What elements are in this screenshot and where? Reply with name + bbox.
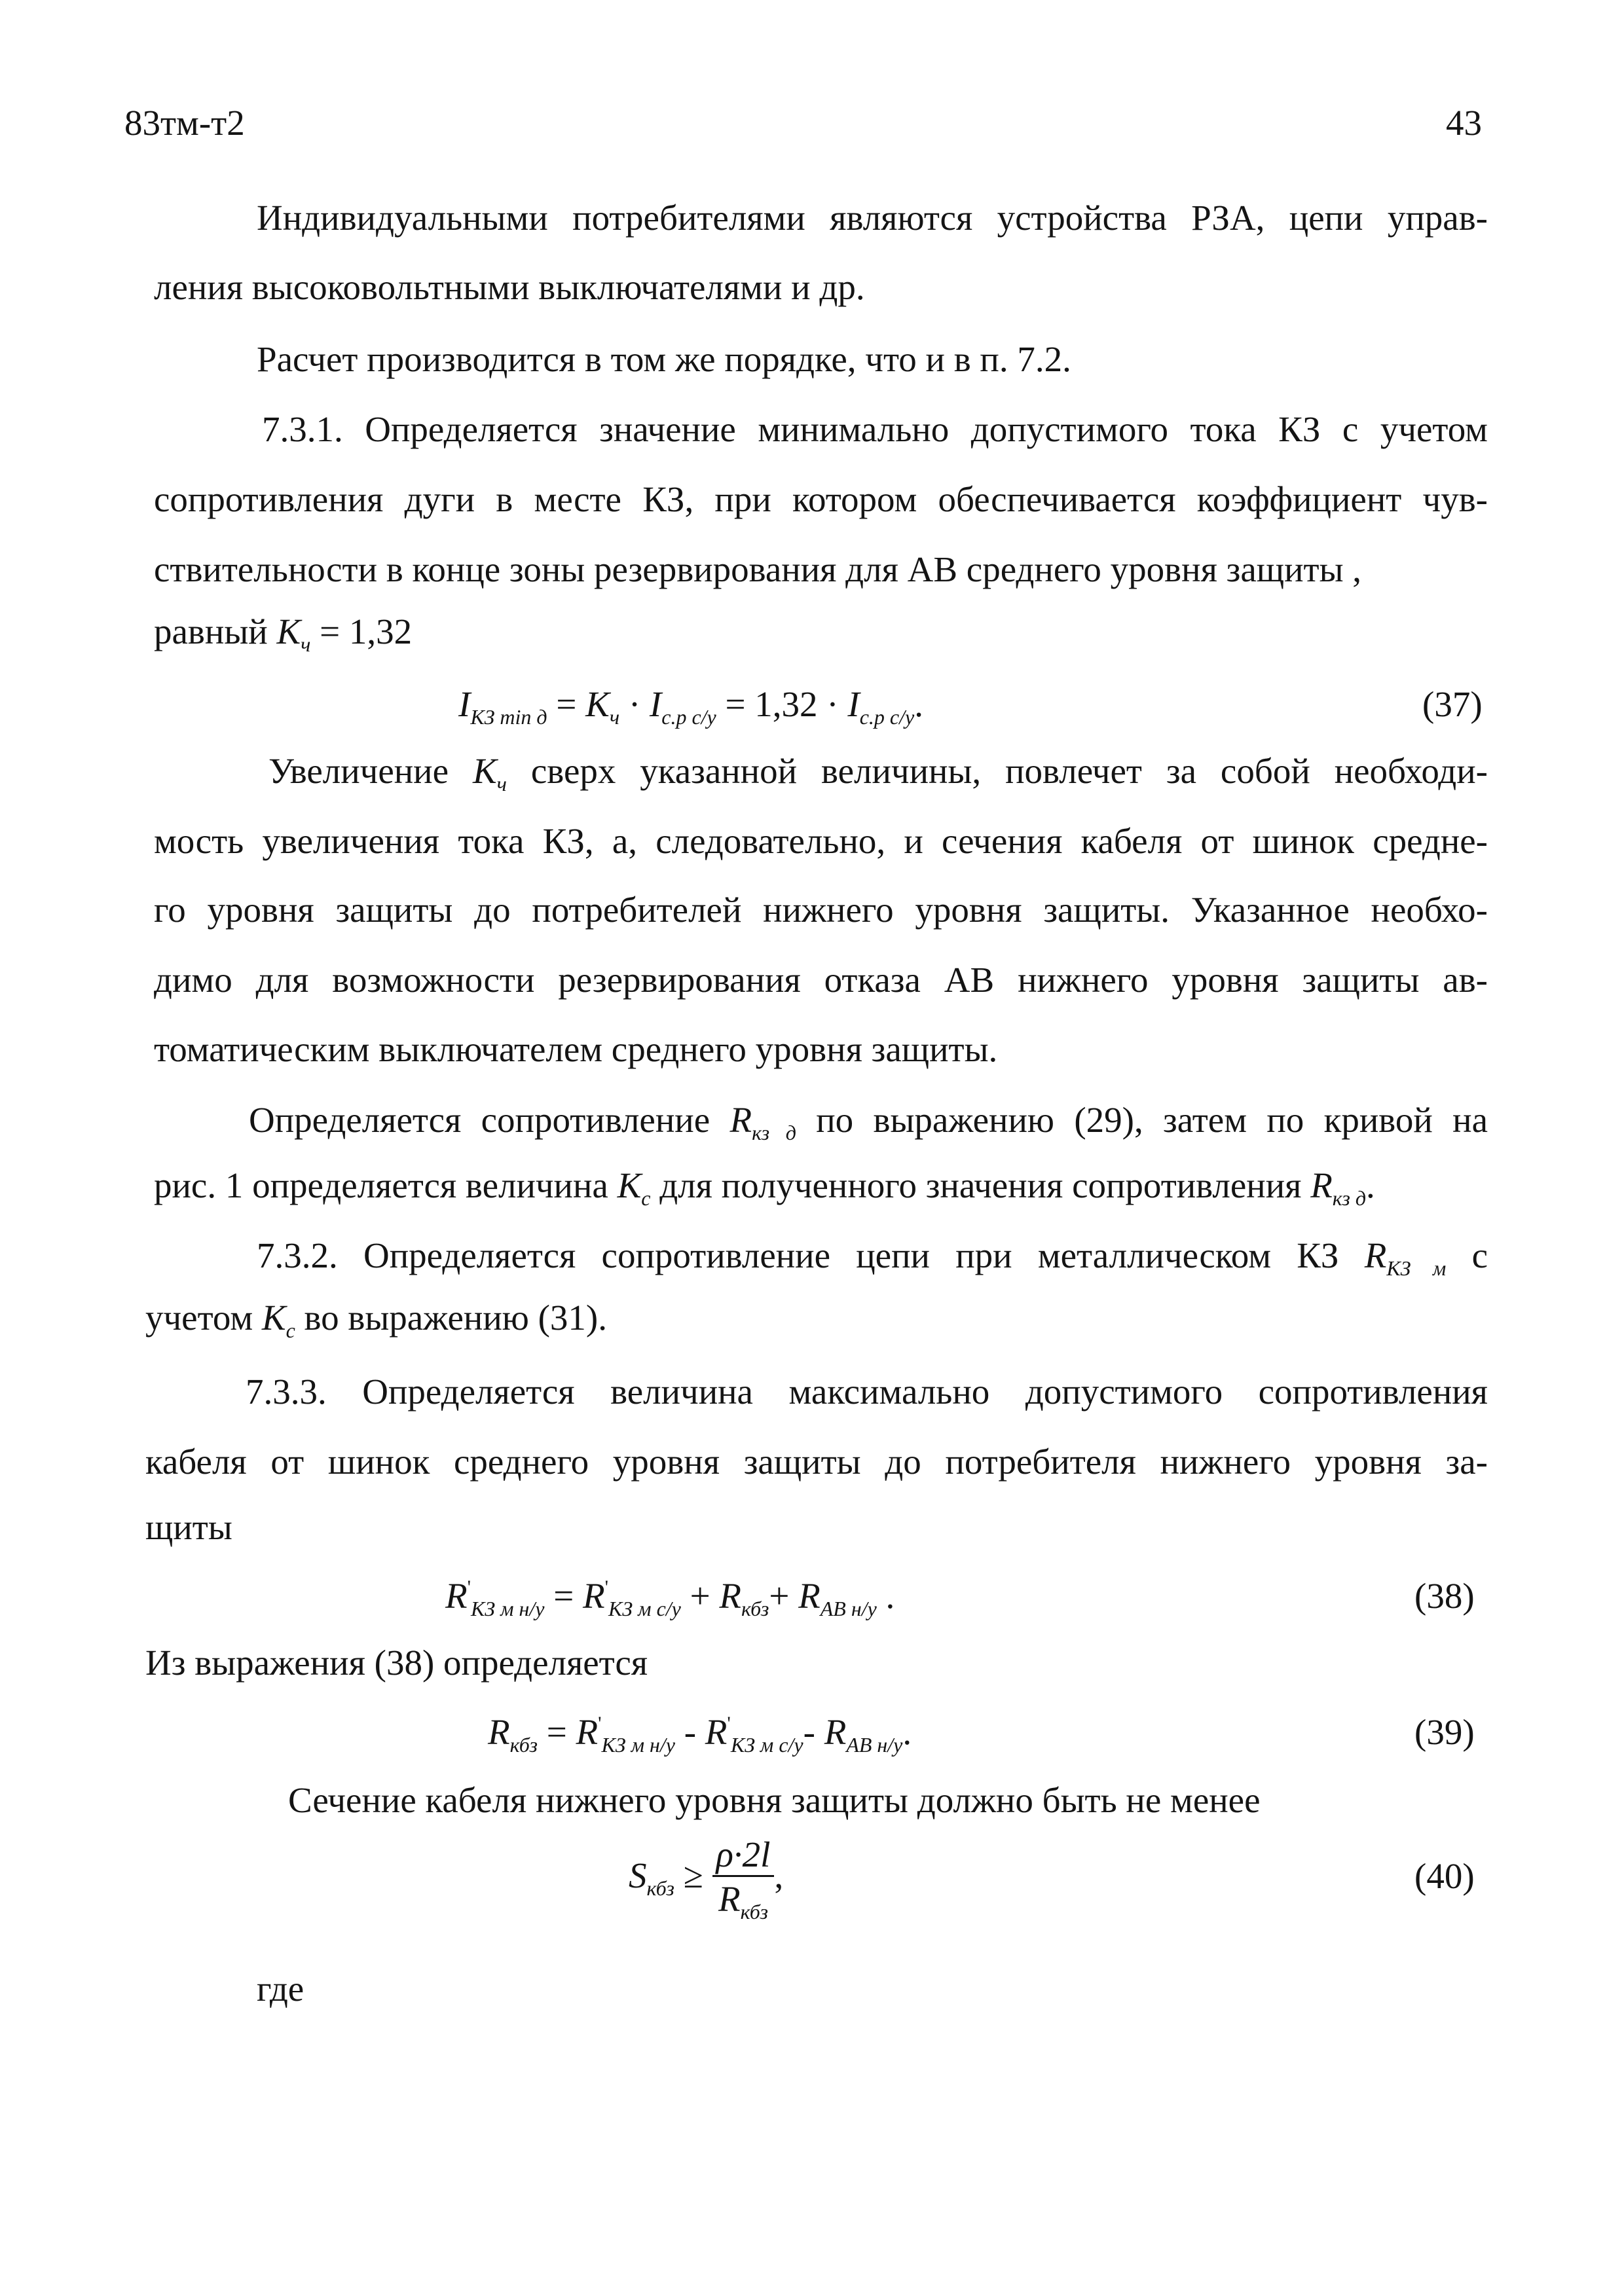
equation-40: $S_{кбз}$ ≥ $\frac{\rho\cdot 2l}{R_{кбз}}$ ,	[629, 1834, 784, 1923]
para5-line1: Определяется сопротивление $R_{кз д}$ по выражению (29), затем по кривой на	[249, 1100, 1488, 1144]
equation-37: $I_{КЗ min д} = K_ч \cdot I_{с.р с/у} = 1,32 \cdot I_{с.р с/у}$.	[458, 684, 923, 729]
para6-line2: учетом $K_с$ во выражению (31).	[145, 1298, 607, 1342]
equation-39-number: (39)	[1414, 1712, 1475, 1752]
equation-38: $R'_{КЗ м н/у} = R'_{КЗ м с/у} + R_{кбз}+ R_{АВ н/у}$ .	[445, 1576, 895, 1620]
para4-line4: димо для возможности резервирования отказа АВ нижнего уровня защиты ав-	[154, 960, 1488, 1000]
equation-37-number: (37)	[1422, 684, 1483, 724]
page-number: 43	[1446, 103, 1482, 143]
equation-39: $R_{кбз} = R'_{КЗ м н/у} - R'_{КЗ м с/у}-$ $R_{АВ н/у}$.	[488, 1712, 912, 1757]
para3-line1: 7.3.1. Определяется значение минимально допустимого тока КЗ с учетом	[262, 409, 1488, 449]
para3-line3: ствительности в конце зоны резервирования для АВ среднего уровня защиты ,	[154, 549, 1362, 589]
para9: Сечение кабеля нижнего уровня защиты должно быть не менее	[288, 1780, 1261, 1820]
para1-line2: ления высоковольтными выключателями и др.	[154, 267, 865, 307]
para3-line2: сопротивления дуги в месте КЗ, при котором обеспечивается коэффициент чув-	[154, 479, 1488, 519]
para4-line2: мость увеличения тока КЗ, а, следовательно, и сечения кабеля от шинок средне-	[154, 821, 1488, 861]
para2: Расчет производится в том же порядке, что и в п. 7.2.	[257, 339, 1071, 379]
equation-40-number: (40)	[1414, 1856, 1475, 1896]
fraction: $\frac{\rho\cdot 2l}{R_{кбз}}$	[712, 1836, 775, 1922]
para5-line2: рис. 1 определяется величина $K_с$ для полученного значения сопротивления $R_{кз д}$.	[154, 1165, 1375, 1210]
para4-line5: томатическим выключателем среднего уровня защиты.	[154, 1029, 998, 1069]
para3-line4: равный $K_ч = 1,32$	[154, 611, 413, 656]
para1-line1: Индивидуальными потребителями являются устройства РЗА, цепи управ-	[257, 198, 1488, 238]
para4-line1: Увеличение $K_ч$ сверх указанной величины, повлечет за собой необходи-	[268, 751, 1488, 795]
para6-line1: 7.3.2. Определяется сопротивление цепи при металлическом КЗ $R_{КЗ м}$ с	[257, 1235, 1488, 1280]
para4-line3: го уровня защиты до потребителей нижнего уровня защиты. Указанное необхо-	[154, 890, 1488, 930]
document-code: 83тм-т2	[124, 103, 245, 143]
k-symbol: K	[276, 611, 301, 651]
para8: Из выражения (38) определяется	[145, 1643, 648, 1683]
para7-line3: щиты	[145, 1507, 232, 1547]
equation-38-number: (38)	[1414, 1576, 1475, 1616]
para10: где	[257, 1969, 304, 2009]
para7-line2: кабеля от шинок среднего уровня защиты до потребителя нижнего уровня за-	[145, 1442, 1488, 1482]
para7-line1: 7.3.3. Определяется величина максимально допустимого сопротивления	[246, 1372, 1488, 1412]
